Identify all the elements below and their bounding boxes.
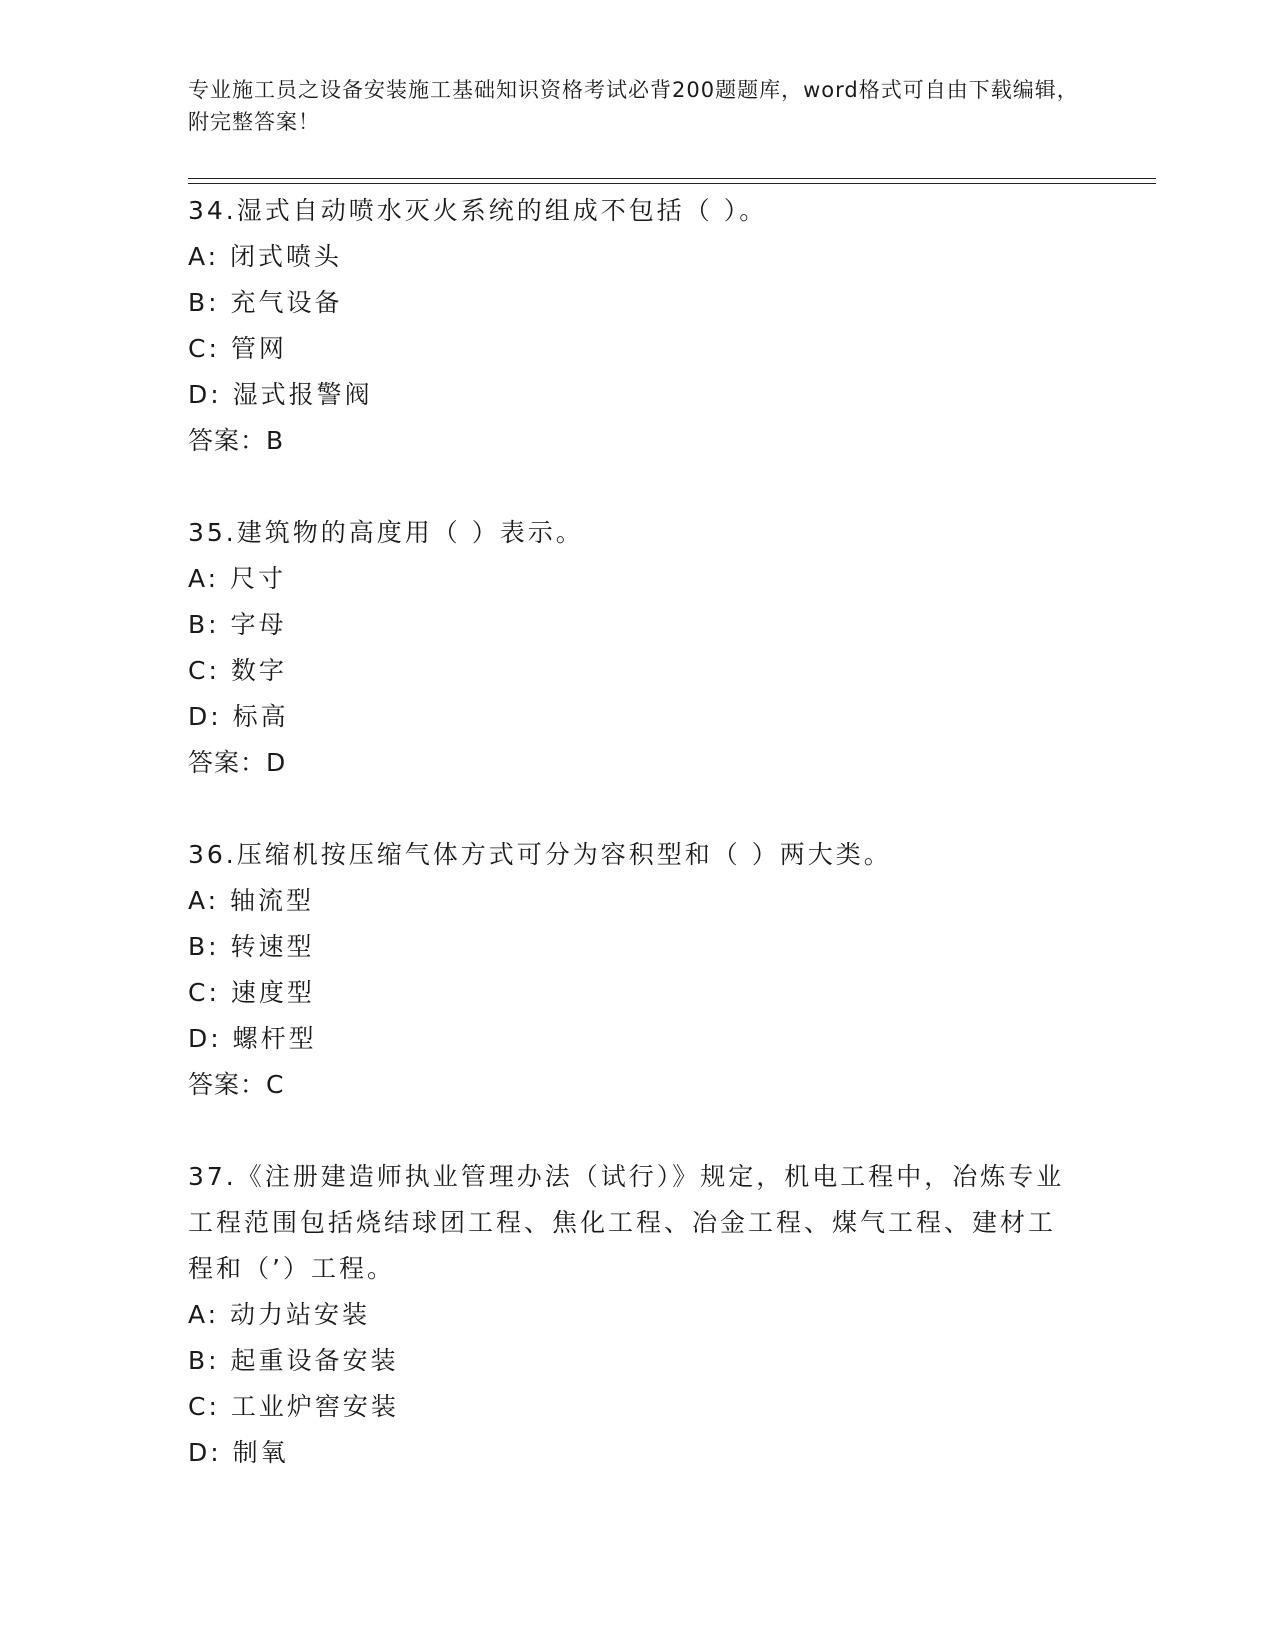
question-list bbox=[188, 188, 1088, 1522]
question-stem: 34.湿式自动喷水灭火系统的组成不包括（ ）。 bbox=[188, 196, 768, 225]
option-d: D: 湿式报警阀 bbox=[188, 380, 373, 409]
option-d: D: 标高 bbox=[188, 702, 289, 731]
question-37 bbox=[188, 1154, 1088, 1476]
answer: 答案：D bbox=[188, 748, 287, 777]
question-stem: 35.建筑物的高度用（ ）表示。 bbox=[188, 518, 584, 547]
option-b: B: 转速型 bbox=[188, 932, 315, 961]
option-b: B: 充气设备 bbox=[188, 288, 343, 317]
header-rule-top bbox=[188, 178, 1156, 179]
option-a: A: 闭式喷头 bbox=[188, 242, 343, 271]
document-header: 专业施工员之设备安装施工基础知识资格考试必背200题题库，word格式可自由下载编辑，附完整答案！ bbox=[188, 78, 1079, 134]
option-d: D: 螺杆型 bbox=[188, 1024, 317, 1053]
question-35 bbox=[188, 510, 1088, 786]
option-a: A: 尺寸 bbox=[188, 564, 287, 593]
answer: 答案：C bbox=[188, 1070, 285, 1099]
option-a: A: 动力站安装 bbox=[188, 1300, 371, 1329]
answer: 答案：B bbox=[188, 426, 285, 455]
option-c: C: 工业炉窖安装 bbox=[188, 1392, 399, 1421]
option-c: C: 数字 bbox=[188, 656, 287, 685]
header-rule-bottom bbox=[188, 183, 1156, 184]
question-34 bbox=[188, 188, 1088, 464]
option-d: D: 制氧 bbox=[188, 1438, 289, 1467]
option-b: B: 起重设备安装 bbox=[188, 1346, 399, 1375]
question-36 bbox=[188, 832, 1088, 1108]
option-c: C: 速度型 bbox=[188, 978, 315, 1007]
option-a: A: 轴流型 bbox=[188, 886, 315, 915]
option-c: C: 管网 bbox=[188, 334, 287, 363]
question-stem: 36.压缩机按压缩气体方式可分为容积型和（ ）两大类。 bbox=[188, 840, 892, 869]
question-stem: 37.《注册建造师执业管理办法（试行）》规定，机电工程中，冶炼专业工程范围包括烧结球团工程、焦化工程、冶金工程、煤气工程、建材工程和（’）工程。 bbox=[188, 1162, 1065, 1283]
option-b: B: 字母 bbox=[188, 610, 287, 639]
